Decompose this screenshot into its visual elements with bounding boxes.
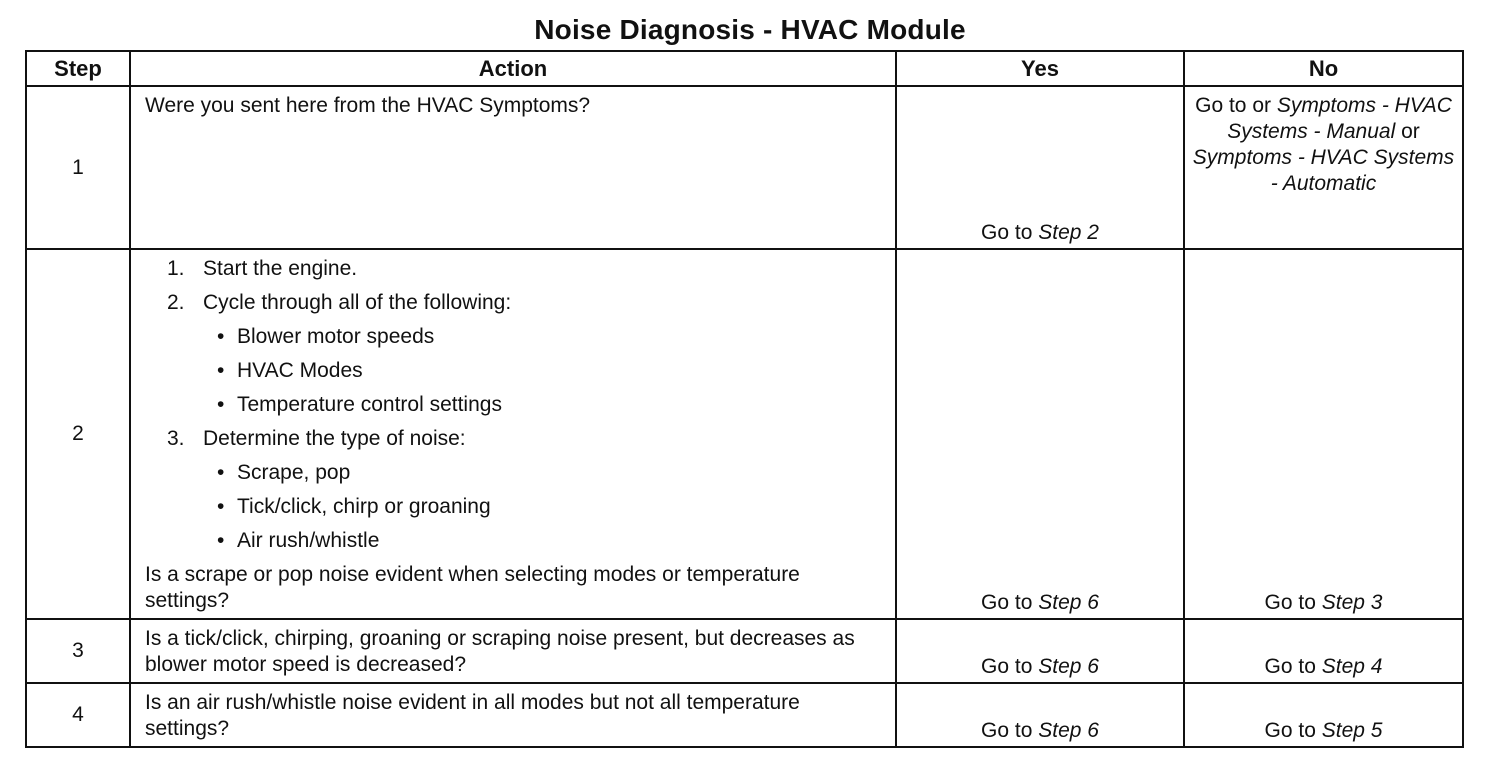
procedure-item: [145, 256, 885, 282]
document-title: Noise Diagnosis - HVAC Module: [534, 14, 966, 45]
yes-step-link[interactable]: Step 6: [1038, 719, 1099, 742]
step-number: 2: [26, 249, 130, 619]
yes-prefix: Go to: [981, 221, 1039, 244]
no-step-link[interactable]: Step 3: [1321, 591, 1383, 614]
procedure-list: [145, 256, 885, 554]
bullet-item: • Temperature control settings: [203, 392, 885, 418]
no-cell: [1184, 249, 1463, 619]
yes-cell: [896, 86, 1184, 249]
header-yes: Yes: [896, 51, 1184, 86]
action-text: Is a tick/click, chirping, groaning or scraping noise present, but decreases as blower motor speed is decreased?: [145, 627, 855, 676]
no-cell: [1184, 683, 1463, 747]
header-action: Action: [130, 51, 896, 86]
bullet-item: • Tick/click, chirp or groaning: [203, 494, 885, 520]
yes-step-link[interactable]: Step 6: [1038, 591, 1099, 614]
no-step-link[interactable]: Step 5: [1321, 719, 1383, 742]
no-or: or: [1395, 120, 1420, 143]
yes-prefix: Go to: [981, 591, 1039, 614]
step-number: 1: [26, 86, 130, 249]
yes-step-link[interactable]: Step 6: [1038, 655, 1099, 678]
action-text: Were you sent here from the HVAC Symptoms?: [145, 94, 591, 117]
table-row: [26, 249, 1463, 619]
no-cell: [1184, 619, 1463, 683]
no-prefix: Go to: [1264, 655, 1322, 678]
step-number: 4: [26, 683, 130, 747]
yes-prefix: Go to: [981, 655, 1039, 678]
item-number: 3.: [167, 427, 185, 450]
no-prefix: Go to: [1264, 719, 1322, 742]
action-cell: [130, 86, 896, 249]
yes-cell: [896, 619, 1184, 683]
yes-cell: [896, 249, 1184, 619]
item-text: Cycle through all of the following:: [203, 291, 512, 314]
item-number: 1.: [167, 257, 185, 280]
bullet-item: • HVAC Modes: [203, 358, 885, 384]
question-text: Is a scrape or pop noise evident when selecting modes or temperature settings?: [145, 563, 800, 612]
yes-prefix: Go to: [981, 719, 1039, 742]
no-automatic-link[interactable]: Symptoms - HVAC Systems - Automatic: [1192, 146, 1455, 195]
bullet-list: [203, 460, 885, 554]
no-step-link[interactable]: Step 4: [1321, 655, 1383, 678]
bullet-item: • Air rush/whistle: [203, 528, 885, 554]
diagnosis-table: [25, 50, 1464, 748]
procedure-item: [145, 426, 885, 554]
header-no: No: [1184, 51, 1463, 86]
item-number: 2.: [167, 291, 185, 314]
header-row: [26, 51, 1463, 86]
item-text: Start the engine.: [203, 257, 358, 280]
no-prefix: Go to or: [1195, 94, 1277, 117]
action-cell: [130, 249, 896, 619]
yes-step-link[interactable]: Step 2: [1038, 221, 1099, 244]
action-text: Is an air rush/whistle noise evident in all modes but not all temperature settings?: [145, 691, 800, 740]
header-step: Step: [26, 51, 130, 86]
bullet-list: [203, 324, 885, 418]
no-prefix: Go to: [1264, 591, 1322, 614]
action-cell: [130, 683, 896, 747]
bullet-item: • Blower motor speeds: [203, 324, 885, 350]
table-row: [26, 683, 1463, 747]
procedure-item: [145, 290, 885, 418]
table-row: [26, 86, 1463, 249]
step-number: 3: [26, 619, 130, 683]
bullet-item: • Scrape, pop: [203, 460, 885, 486]
table-row: [26, 619, 1463, 683]
yes-cell: [896, 683, 1184, 747]
item-text: Determine the type of noise:: [203, 427, 466, 450]
no-cell: [1184, 86, 1463, 249]
no-manual-link[interactable]: Symptoms - HVAC Systems - Manual: [1227, 94, 1452, 143]
action-cell: [130, 619, 896, 683]
